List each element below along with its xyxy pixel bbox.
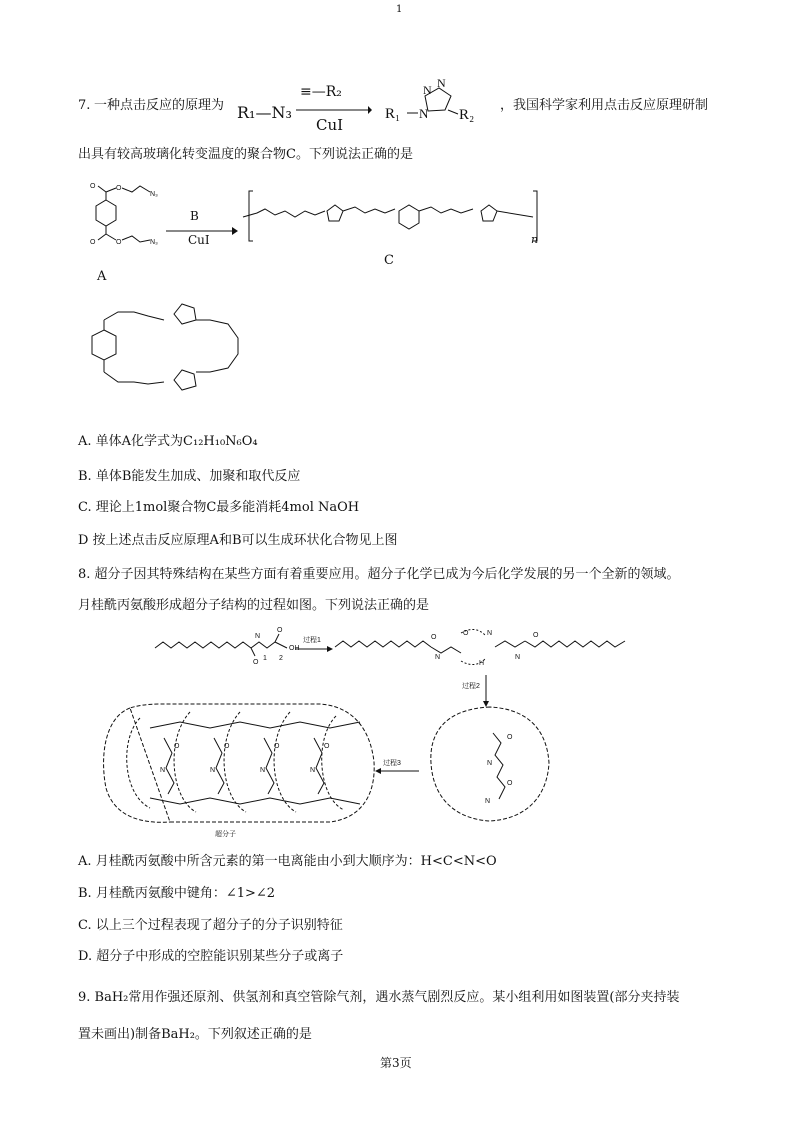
oh-label: OH xyxy=(289,645,300,652)
o-label-d1: O xyxy=(431,634,437,641)
o-label-h4: O xyxy=(324,743,330,750)
q7-reaction-arrow xyxy=(296,104,372,116)
monomer-a-structure xyxy=(78,178,178,278)
o-label-la1: O xyxy=(253,659,259,666)
header-mark: 1 xyxy=(396,4,403,15)
o-label-d3: O xyxy=(533,632,539,639)
single-helix-unit xyxy=(425,703,555,825)
q7-reagent-top: ≡—R₂ xyxy=(300,84,342,100)
n3-label: N xyxy=(437,76,446,90)
q7-option-b: B. 单体B能发生加成、加聚和取代反应 xyxy=(78,469,301,484)
q8-option-d: D. 超分子中形成的空腔能识别某些分子或离子 xyxy=(78,949,344,964)
process-1-arrow xyxy=(295,645,333,653)
q9-line-1: 9. BaH₂常用作强还原剂、供氢剂和真空管除气剂，遇水蒸气剧烈反应。某小组利用如图装置(部分夹持装 xyxy=(78,990,680,1005)
n-label-d2: N xyxy=(487,630,493,637)
n-label-h2: N xyxy=(210,767,216,774)
q8-option-a: A. 月桂酰丙氨酸中所含元素的第一电离能由小到大顺序为：H<C<N<O xyxy=(78,854,497,869)
process-3-label: 过程3 xyxy=(383,760,401,767)
o-label-h3: O xyxy=(274,743,280,750)
page-footer: 第3页 xyxy=(380,1056,412,1070)
product-r1-label: R₁ xyxy=(385,106,401,122)
n1-label: N xyxy=(419,106,429,121)
supramolecule-label: 超分子 xyxy=(215,831,236,838)
n3-label-a2: N₃ xyxy=(150,239,158,246)
o-label-la2: O xyxy=(277,627,283,634)
q8-line-2: 月桂酰丙氨酸形成超分子结构的过程如图。下列说法正确的是 xyxy=(78,598,430,613)
angle-1-label: 1 xyxy=(263,655,267,662)
o-label-a2: O xyxy=(116,185,122,192)
product-r2-label: R₂ xyxy=(459,107,475,123)
q7-triazole-product xyxy=(385,78,495,128)
q7-reactant: R₁—N₃ xyxy=(237,103,292,122)
supramolecule-helix xyxy=(100,698,380,828)
h-label: H xyxy=(479,660,485,667)
n-label-s1: N xyxy=(487,760,493,767)
arrow-cui-label: CuI xyxy=(188,233,210,247)
n2-label: N xyxy=(423,83,432,97)
q7-option-c: C. 理论上1mol聚合物C最多能消耗4mol NaOH xyxy=(78,500,360,515)
n-label-la: N xyxy=(255,633,261,640)
label-a: A xyxy=(97,269,107,284)
q7-line-2: 出具有较高玻璃化转变温度的聚合物C。下列说法正确的是 xyxy=(78,147,413,162)
process-3-arrow xyxy=(375,767,421,775)
n-label-s2: N xyxy=(485,798,491,805)
n-label-d3: N xyxy=(515,654,521,661)
arrow-b-label: B xyxy=(190,209,199,223)
o-label-a3: O xyxy=(90,239,96,246)
q9-line-2: 置未画出)制备BaH₂。下列叙述正确的是 xyxy=(78,1027,312,1042)
q8-option-c: C. 以上三个过程表现了超分子的分子识别特征 xyxy=(78,918,343,933)
q8-line-1: 8. 超分子因其特殊结构在某些方面有着重要应用。超分子化学已成为今后化学发展的另一个全新的领域。 xyxy=(78,567,680,582)
q7-reagent-bottom: CuI xyxy=(316,116,344,134)
n-label-h4: N xyxy=(310,767,316,774)
n-label-d1: N xyxy=(435,654,441,661)
polymer-c-structure xyxy=(243,183,543,253)
n3-label-a1: N₃ xyxy=(150,191,158,198)
h-bonded-dimer xyxy=(335,625,630,670)
q7-intro-2: ，我国科学家利用点击反应原理研制 xyxy=(500,98,709,113)
q7-option-a: A. 单体A化学式为C₁₂H₁₀N₆O₄ xyxy=(78,434,258,449)
process-1-label: 过程1 xyxy=(303,637,321,644)
process-2-label: 过程2 xyxy=(462,683,480,690)
q8-option-b: B. 月桂酰丙氨酸中键角：∠1>∠2 xyxy=(78,886,276,901)
label-c: C xyxy=(384,253,394,268)
q7-number: 7. xyxy=(78,98,91,113)
o-label-d2: O xyxy=(463,630,469,637)
o-label-h2: O xyxy=(224,743,230,750)
o-label-a1: O xyxy=(90,183,96,190)
angle-2-label: 2 xyxy=(279,655,283,662)
o-label-s2: O xyxy=(507,780,513,787)
q7-intro-1: 一种点击反应的原理为 xyxy=(94,98,225,113)
macrocycle-structure xyxy=(78,298,278,418)
o-label-h1: O xyxy=(174,743,180,750)
o-label-s1: O xyxy=(507,734,513,741)
o-label-a4: O xyxy=(116,239,122,246)
n-label-h3: N xyxy=(260,767,266,774)
polymer-n-subscript: n xyxy=(531,233,539,246)
n-label-h1: N xyxy=(160,767,166,774)
q7-option-d: D 按上述点击反应原理A和B可以生成环状化合物见上图 xyxy=(78,533,398,548)
